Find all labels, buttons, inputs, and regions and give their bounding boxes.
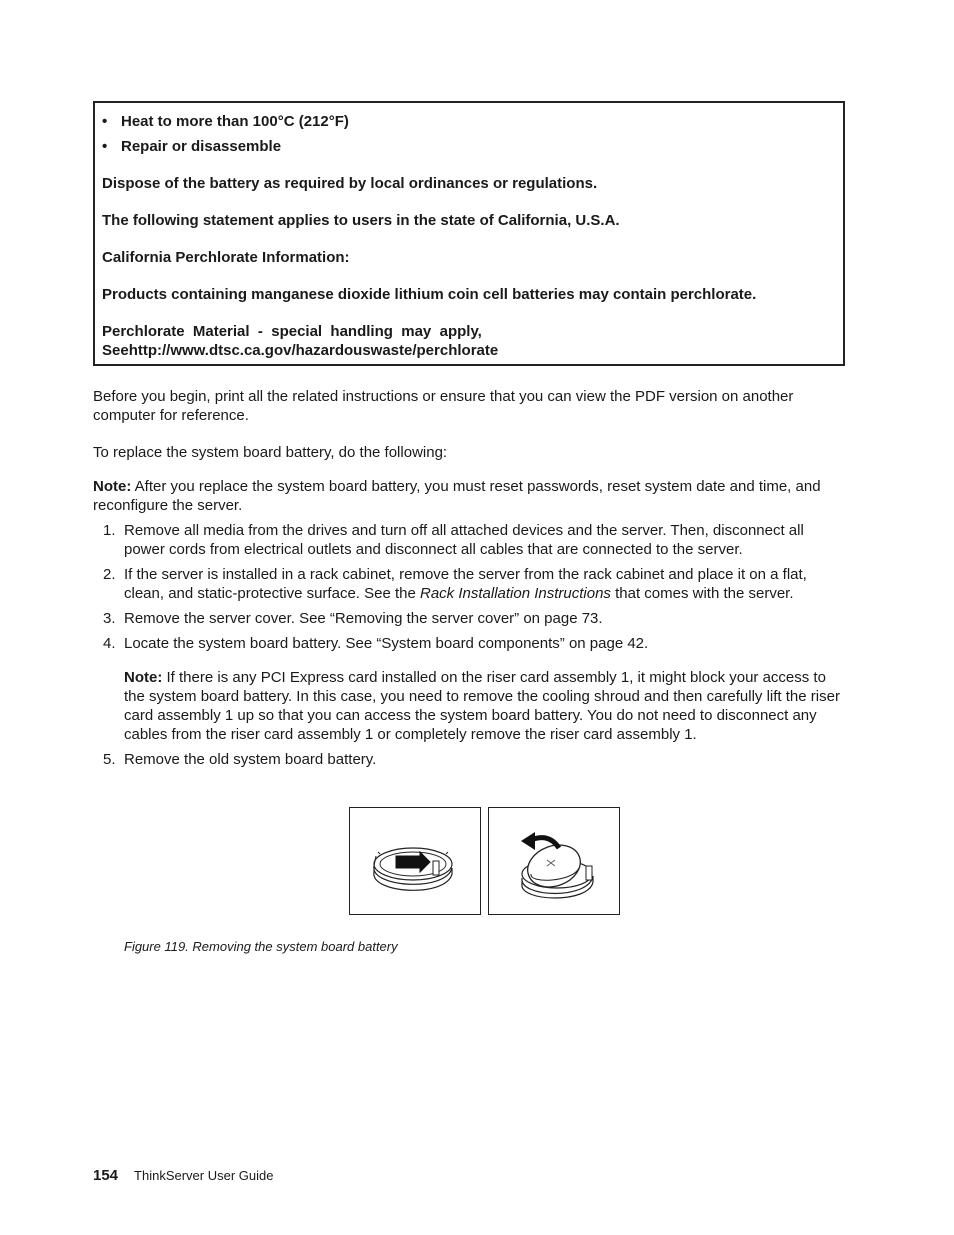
before-begin-paragraph: Before you begin, print all the related instructions or ensure that you can view the PDF version on another computer for reference. <box>93 388 794 424</box>
notice-bullet: • Heat to more than 100°C (212°F) <box>102 113 349 130</box>
note-paragraph: Note: After you replace the system board battery, you must reset passwords, reset system date and time, and reconfigure the server. <box>93 478 821 514</box>
notice-bullet: • Repair or disassemble <box>102 138 282 155</box>
perchlorate-link[interactable]: Seehttp://www.dtsc.ca.gov/hazardouswaste/perchlorate <box>102 342 499 359</box>
note-label: Note: <box>93 478 132 495</box>
notice-perchlorate-material: Perchlorate Material - special handling may apply, Seehttp://www.dtsc.ca.gov/hazardouswaste/perchlorate <box>102 323 499 359</box>
step-3: 3. Remove the server cover. See “Removing the server cover” on page 73. <box>103 610 603 627</box>
battery-lift-illustration <box>489 808 619 914</box>
page-footer <box>93 1166 273 1185</box>
notice-perchlorate-heading: California Perchlorate Information: <box>102 249 350 266</box>
step-4-note: Note: If there is any PCI Express card installed on the riser card assembly 1, it might block your access to the system board battery. In this case, you need to remove the cooling shroud and then carefully lift the riser card assembly 1 up so that you can access the system board battery. You do not need to disconnect any cables from the riser card assembly 1 or completely remove the riser card assembly 1. <box>124 669 840 743</box>
step-2: 2. If the server is installed in a rack cabinet, remove the server from the rack cabinet and place it on a flat, clean, and static-protective surface. See the Rack Installation Instructions that comes with the server. <box>103 566 807 602</box>
rack-installation-instructions: Rack Installation Instructions <box>420 585 611 602</box>
notice-california-statement: The following statement applies to users in the state of California, U.S.A. <box>102 212 620 229</box>
step-4-note-label: Note: <box>124 669 163 686</box>
figure-push-latch <box>349 807 481 915</box>
step-5: 5. Remove the old system board battery. <box>103 751 377 768</box>
step-1: 1. Remove all media from the drives and turn off all attached devices and the server. Then, disconnect all power cords from electrical outlets and disconnect all cables that are connected to the server. <box>103 522 804 558</box>
page-number: 154 <box>93 1167 119 1184</box>
notice-dispose: Dispose of the battery as required by local ordinances or regulations. <box>102 175 598 192</box>
battery-latch-illustration <box>350 808 480 914</box>
book-title: ThinkServer User Guide <box>134 1168 274 1183</box>
to-replace-paragraph: To replace the system board battery, do the following: <box>93 444 448 461</box>
procedure-steps <box>93 521 843 775</box>
figure-caption: Figure 119. Removing the system board battery <box>124 939 398 954</box>
step-4: 4. Locate the system board battery. See “System board components” on page 42. <box>103 635 649 652</box>
battery-safety-notice <box>93 101 845 366</box>
notice-perchlorate-products: Products containing manganese dioxide lithium coin cell batteries may contain perchlorate. <box>102 286 757 303</box>
figure-lift-battery <box>488 807 620 915</box>
